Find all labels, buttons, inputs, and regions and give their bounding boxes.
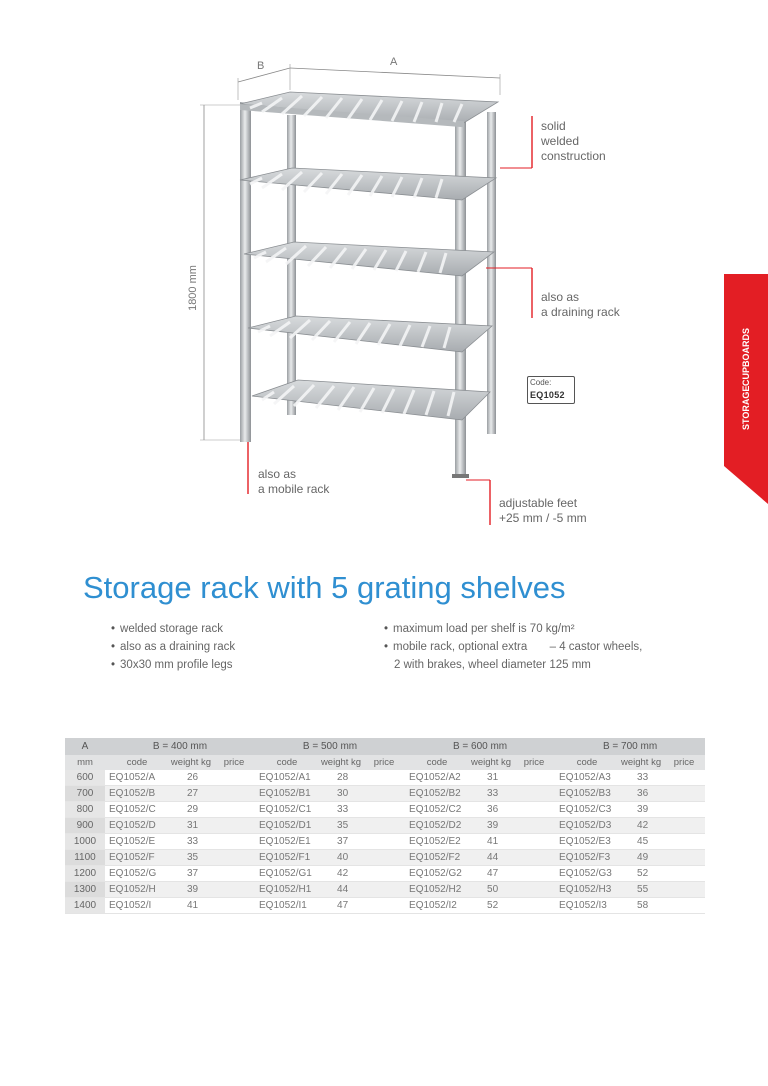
feature-item: • maximum load per shelf is 70 kg/m²: [384, 620, 684, 638]
cell-weight: 26: [187, 772, 199, 783]
cell-price: [363, 866, 405, 882]
cell-weight: 42: [619, 818, 663, 834]
cell-price: [213, 834, 255, 850]
callout-feet: adjustable feet +25 mm / -5 mm: [499, 496, 587, 525]
header-a: A: [65, 738, 105, 755]
cell-price: [663, 834, 705, 850]
header-group: B = 400 mm: [105, 738, 255, 755]
cell-code: EQ1052/D: [105, 818, 169, 834]
subheader-weight: weight kg: [320, 757, 362, 768]
cell-code: EQ1052/B: [105, 786, 169, 802]
cell-weight: 44: [319, 882, 363, 898]
cell-code: EQ1052/I1: [259, 900, 307, 911]
table-row: [65, 850, 705, 866]
page-title: Storage rack with 5 grating shelves: [83, 570, 566, 605]
cell-weight: 41: [187, 900, 199, 911]
cell-weight: 36: [619, 786, 663, 802]
cell-weight: 40: [319, 850, 363, 866]
cell-code: EQ1052/A2: [409, 772, 461, 783]
cell-weight: 30: [319, 786, 363, 802]
cell-code: EQ1052/E: [109, 836, 156, 847]
subheader-price: price: [363, 755, 405, 770]
cell-price: [363, 834, 405, 850]
cell-weight: 28: [337, 772, 349, 783]
cell-price: [513, 834, 555, 850]
cell-code: EQ1052/B1: [255, 786, 319, 802]
cell-weight: 33: [637, 772, 649, 783]
cell-price: [513, 818, 555, 834]
cell-a: 600: [65, 770, 105, 786]
cell-weight: 47: [337, 900, 349, 911]
cell-price: [213, 802, 255, 818]
cell-a: 800: [65, 802, 105, 818]
cell-code: EQ1052/C1: [259, 804, 312, 815]
cell-weight: 47: [487, 868, 499, 879]
cell-a: 700: [65, 786, 105, 802]
cell-weight: 39: [169, 882, 213, 898]
cell-code: EQ1052/G3: [559, 868, 612, 879]
cell-code: EQ1052/E2: [409, 836, 461, 847]
spec-table: [65, 738, 705, 914]
feature-item: • welded storage rack: [111, 620, 235, 638]
cell-code: EQ1052/B2: [405, 786, 469, 802]
subheader-price: price: [213, 755, 255, 770]
cell-price: [363, 850, 405, 866]
feature-item-continued: 2 with brakes, wheel diameter 125 mm: [394, 659, 591, 671]
cell-weight: 37: [187, 868, 199, 879]
table-row: [65, 802, 705, 818]
cell-price: [213, 850, 255, 866]
cell-code: EQ1052/G1: [259, 868, 312, 879]
dimension-a-label: A: [390, 56, 398, 68]
cell-a: 1200: [65, 866, 105, 882]
subheader-weight: weight kg: [470, 757, 512, 768]
cell-price: [663, 866, 705, 882]
subheader-weight: weight kg: [620, 757, 662, 768]
cell-code: EQ1052/D1: [255, 818, 319, 834]
callout-welded: solid welded construction: [541, 119, 606, 163]
cell-price: [663, 786, 705, 802]
subheader-row: [65, 755, 705, 770]
cell-weight: 50: [469, 882, 513, 898]
cell-code: EQ1052/F3: [555, 850, 619, 866]
cell-weight: 33: [469, 786, 513, 802]
table-row: [65, 866, 705, 882]
cell-weight: 45: [637, 836, 649, 847]
cell-weight: 44: [469, 850, 513, 866]
header-a-unit: mm: [65, 755, 105, 770]
cell-code: EQ1052/C3: [559, 804, 612, 815]
callout-mobile: also as a mobile rack: [258, 467, 330, 496]
cell-weight: 33: [187, 836, 199, 847]
cell-weight: 27: [169, 786, 213, 802]
cell-weight: 52: [487, 900, 499, 911]
cell-weight: 36: [487, 804, 499, 815]
cell-code: EQ1052/F2: [405, 850, 469, 866]
cell-price: [663, 882, 705, 898]
cell-a: 1400: [65, 898, 105, 914]
callout-draining: also as a draining rack: [541, 290, 620, 319]
subheader-code: code: [405, 755, 469, 770]
cell-weight: 49: [619, 850, 663, 866]
header-group: B = 600 mm: [405, 738, 555, 755]
cell-price: [663, 770, 705, 786]
cell-code: EQ1052/B3: [555, 786, 619, 802]
cell-code: EQ1052/D3: [555, 818, 619, 834]
subheader-weight: weight kg: [170, 757, 212, 768]
cell-price: [363, 882, 405, 898]
cell-code: EQ1052/F: [105, 850, 169, 866]
side-tab-label: STORAGE CUPBOARDS: [741, 327, 751, 431]
table-row: [65, 882, 705, 898]
cell-price: [363, 770, 405, 786]
cell-price: [513, 850, 555, 866]
cell-code: EQ1052/A3: [559, 772, 611, 783]
table-row: [65, 770, 705, 786]
cell-code: EQ1052/H: [105, 882, 169, 898]
cell-code: EQ1052/H1: [255, 882, 319, 898]
cell-price: [213, 866, 255, 882]
cell-price: [513, 866, 555, 882]
feature-list-left: [111, 620, 235, 674]
cell-code: EQ1052/D2: [405, 818, 469, 834]
table-row: [65, 818, 705, 834]
cell-code: EQ1052/G2: [409, 868, 462, 879]
cell-code: EQ1052/C: [109, 804, 156, 815]
cell-price: [213, 786, 255, 802]
cell-weight: 39: [469, 818, 513, 834]
subheader-price: price: [513, 755, 555, 770]
cell-code: EQ1052/A: [109, 772, 156, 783]
cell-weight: 41: [487, 836, 499, 847]
cell-code: EQ1052/H2: [405, 882, 469, 898]
cell-code: EQ1052/H3: [555, 882, 619, 898]
cell-code: EQ1052/G: [109, 868, 157, 879]
section-side-tab: [724, 274, 768, 504]
cell-weight: 31: [169, 818, 213, 834]
cell-weight: 55: [619, 882, 663, 898]
cell-a: 1100: [65, 850, 105, 866]
cell-code: EQ1052/I: [109, 900, 152, 911]
product-drawing: [0, 0, 768, 540]
cell-price: [213, 818, 255, 834]
subheader-code: code: [555, 755, 619, 770]
cell-price: [663, 850, 705, 866]
cell-a: 1000: [65, 834, 105, 850]
feature-item: • mobile rack, optional extra – 4 castor wheels,: [384, 638, 684, 656]
cell-price: [213, 898, 255, 914]
cell-price: [513, 786, 555, 802]
code-box: [527, 376, 575, 404]
code-value: EQ1052: [530, 390, 565, 400]
cell-code: EQ1052/F1: [255, 850, 319, 866]
cell-price: [663, 898, 705, 914]
cell-weight: 58: [637, 900, 649, 911]
cell-weight: 31: [487, 772, 499, 783]
subheader-price: price: [663, 755, 705, 770]
header-group: B = 500 mm: [255, 738, 405, 755]
cell-price: [363, 898, 405, 914]
cell-a: 1300: [65, 882, 105, 898]
cell-code: EQ1052/C2: [409, 804, 462, 815]
cell-code: EQ1052/I2: [409, 900, 457, 911]
feature-item: • also as a draining rack: [111, 638, 235, 656]
subheader-code: code: [255, 755, 319, 770]
dimension-b-label: B: [257, 60, 265, 72]
cell-weight: 52: [637, 868, 649, 879]
cell-price: [363, 818, 405, 834]
cell-a: 900: [65, 818, 105, 834]
feature-item: • 30x30 mm profile legs: [111, 656, 235, 674]
cell-price: [213, 770, 255, 786]
header-group: B = 700 mm: [555, 738, 705, 755]
feature-list-right: [384, 620, 684, 674]
cell-price: [663, 818, 705, 834]
cell-code: EQ1052/E3: [559, 836, 611, 847]
cell-code: EQ1052/E1: [259, 836, 311, 847]
table-row: [65, 786, 705, 802]
cell-price: [363, 802, 405, 818]
cell-weight: 42: [337, 868, 349, 879]
cell-weight: 39: [637, 804, 649, 815]
spec-table-body: [65, 770, 705, 914]
cell-price: [513, 898, 555, 914]
cell-weight: 33: [337, 804, 349, 815]
storage-rack-illustration: [0, 0, 768, 540]
cell-code: EQ1052/I3: [559, 900, 607, 911]
cell-weight: 29: [187, 804, 199, 815]
cell-weight: 37: [337, 836, 349, 847]
cell-price: [513, 802, 555, 818]
table-row: [65, 834, 705, 850]
code-key: Code:: [530, 378, 552, 387]
cell-weight: 35: [169, 850, 213, 866]
table-row: [65, 898, 705, 914]
cell-weight: 35: [319, 818, 363, 834]
cell-code: EQ1052/A1: [259, 772, 311, 783]
cell-price: [513, 882, 555, 898]
subheader-code: code: [105, 755, 169, 770]
cell-price: [663, 802, 705, 818]
height-dimension-label: 1800 mm: [186, 265, 199, 311]
cell-price: [363, 786, 405, 802]
cell-price: [213, 882, 255, 898]
cell-price: [513, 770, 555, 786]
